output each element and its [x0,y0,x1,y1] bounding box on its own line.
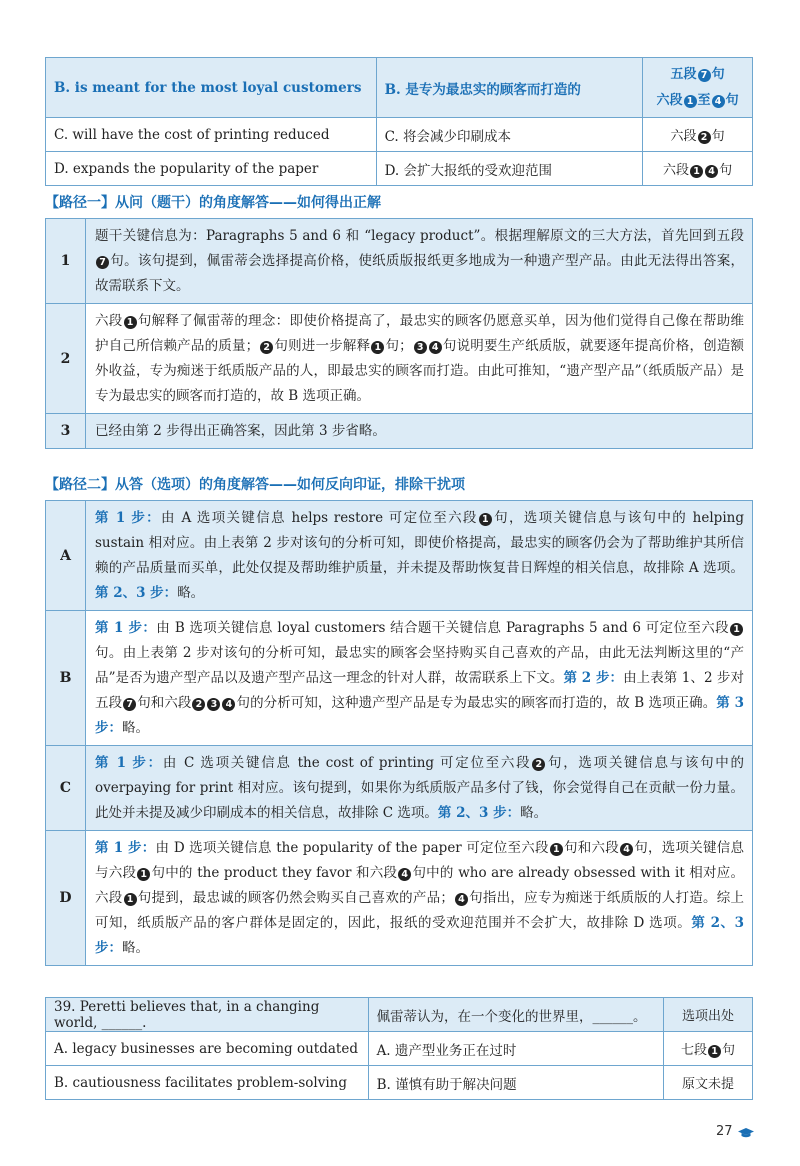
source-text: 句 [725,92,739,108]
option-analysis [86,611,752,745]
path1-steps-box [45,218,753,449]
sentence-number-icon: 4 [705,165,718,178]
text: 句的分析可知，这种遗产型产品是专为最忠实的顾客而打造的，故 B 选项正确。 [236,695,717,711]
sentence-number-icon: 1 [690,165,703,178]
option-d-en: D. expands the popularity of the paper [46,152,377,186]
source-text: 五段 [670,66,697,82]
option-label: D [46,831,86,965]
option-c-source [643,118,753,152]
sentence-number-icon: 1 [684,95,697,108]
option-b-zh: B. 谨慎有助于解决问题 [368,1066,664,1100]
option-c-zh: C. 将会减少印刷成本 [376,118,643,152]
text: 略。 [177,585,205,601]
option-a-zh: A. 遗产型业务正在过时 [368,1032,664,1066]
sentence-number-icon: 4 [712,95,725,108]
text: 由 C 选项关键信息 the cost of printing 可定位至六段 [162,755,532,771]
sentence-number-icon: 7 [123,698,136,711]
text: 句说明要生产纸质版，就要逐年提高价格，创造额外收益，专为痴迷于纸质版产品的人，即最忠实的顾客而打造。由此可推知，“遗产型产品”（纸质版产品）是专为最忠实的顾客而打造的，故 B 选项正确。 [95,338,745,404]
step-label: 3 [46,414,86,448]
option-b-zh: B. 是专为最忠实的顾客而打造的 [376,58,643,118]
option-a-source [664,1032,753,1066]
table-row [46,152,753,186]
source-text: 六段 [670,129,697,144]
option-label: B [46,611,86,745]
sentence-number-icon: 1 [730,623,743,636]
text: 句则进一步解释 [274,338,371,354]
text: 句，选项关键信息与该句中的 overpaying for print 相对应。该句提到，如果你为纸质版产品多付了钱，你会觉得自己在贡献一份力量。此处并未提及减少印刷成本的相关信息，故排除 C 选项。 [95,755,744,821]
sentence-number-icon: 2 [192,698,205,711]
sentence-number-icon: 1 [137,868,150,881]
path2-options-box [45,500,753,966]
sentence-number-icon: 4 [620,843,633,856]
source-text: 六段 [656,92,683,108]
text: 由 B 选项关键信息 loyal customers 结合题干关键信息 Paragraphs 5 and 6 可定位至六段 [156,620,729,636]
option-b-source: 原文未提 [664,1066,753,1100]
text: 句和六段 [137,695,192,711]
option-a-en: A. legacy businesses are becoming outdated [46,1032,369,1066]
sentence-number-icon: 1 [708,1045,721,1058]
step-tag: 第 3 步： [95,695,745,736]
text: 句提到，最忠诚的顾客仍然会购买自己喜欢的产品； [137,890,454,906]
text: 句和六段 [563,840,620,856]
source-text: 句 [719,163,733,178]
text: 略。 [122,720,149,736]
sentence-number-icon: 4 [429,341,442,354]
options-table-q38 [45,57,753,186]
path1-step-3 [46,413,752,448]
source-text: 句 [722,1043,736,1058]
sentence-number-icon: 1 [479,513,492,526]
text: 略。 [122,940,149,956]
step-tag: 第 2、3 步： [437,805,521,821]
source-text: 七段 [681,1043,708,1058]
sentence-number-icon: 7 [96,256,109,269]
option-b-source [643,58,753,118]
source-text: 六段 [663,163,690,178]
text: 句； [385,338,413,354]
step-tag: 第 2、3 步： [95,585,178,601]
path1-heading: 【路径一】从问（题干）的角度解答——如何得出正解 [45,195,381,211]
step-tag: 第 2 步： [563,670,624,686]
question-stem-zh: 佩雷蒂认为，在一个变化的世界里，______。 [368,998,664,1032]
option-b-en: B. is meant for the most loyal customers [46,58,377,118]
path2-option-b [46,610,752,745]
table-row [46,1032,753,1066]
sentence-number-icon: 1 [371,341,384,354]
text: 略。 [520,805,548,821]
text: 六段 [95,313,123,329]
text: 句解释了佩雷蒂的理念：即使价格提高了，最忠实的顾客仍愿意买单，因为他们觉得自己像在帮助维护自己所信赖产品的质量； [95,313,745,354]
text: 句。该句提到，佩雷蒂会选择提高价格，使纸质版报纸更多地成为一种遗产型产品。由此无法得出答案，故需联系下文。 [95,253,744,294]
sentence-number-icon: 1 [124,893,137,906]
step-tag: 第 1 步： [95,840,156,856]
option-analysis [86,501,752,610]
option-d-source [643,152,753,186]
text: 句中的 the product they favor 和六段 [151,865,398,881]
source-text: 至 [697,92,711,108]
option-c-en: C. will have the cost of printing reduced [46,118,377,152]
sentence-number-icon: 4 [222,698,235,711]
step-text [86,304,752,413]
text: 由 D 选项关键信息 the popularity of the paper 可定位至六段 [155,840,549,856]
text: 句，选项关键信息与该句中的 helping sustain 相对应。由上表第 2 步对该句的分析可知，即使价格提高，最忠实的顾客仍会为了帮助维护其所信赖的产品质量而买单，此处仅提及帮助维护质量，并未提及帮助恢复昔日辉煌的相关信息，故排除 A 选项。 [95,510,744,576]
path1-step-2 [46,303,752,413]
path2-option-a [46,501,752,610]
graduation-cap-icon [738,1128,754,1138]
source-text: 句 [711,66,725,82]
sentence-number-icon: 2 [698,131,711,144]
table-row [46,998,753,1032]
step-label: 2 [46,304,86,413]
text: 题干关键信息为：Paragraphs 5 and 6 和 “legacy product”。根据理解原文的三大方法，首先回到五段 [95,228,744,244]
table-row [46,118,753,152]
sentence-number-icon: 1 [124,316,137,329]
sentence-number-icon: 2 [532,758,545,771]
sentence-number-icon: 4 [398,868,411,881]
sentence-number-icon: 3 [207,698,220,711]
step-label: 1 [46,219,86,303]
path2-option-c [46,745,752,830]
question-stem-en: 39. Peretti believes that, in a changing world, ______. [46,998,369,1032]
table-row [46,1066,753,1100]
source-header: 选项出处 [664,998,753,1032]
sentence-number-icon: 4 [455,893,468,906]
step-tag: 第 2、3 步： [95,915,744,956]
text: 由上表第 1、2 步对五段 [95,670,745,711]
option-label: C [46,746,86,830]
step-text: 已经由第 2 步得出正确答案，因此第 3 步省略。 [86,414,752,448]
option-analysis [86,831,752,965]
text: 句。由上表第 2 步对该句的分析可知，最忠实的顾客会坚持购买自己喜欢的产品，由此无法判断这里的“产品”是否为遗产型产品以及遗产型产品这一理念的针对人群，故需联系上下文。 [95,645,744,686]
step-tag: 第 1 步： [95,510,161,526]
text: 句中的 who are already obsessed with it 相对应。六段 [95,865,744,906]
sentence-number-icon: 1 [550,843,563,856]
text: 句指出，应专为痴迷于纸质版的人打造。综上可知，纸质版产品的客户群体是固定的，因此，报纸的受欢迎范围并不会扩大，故排除 D 选项。 [95,890,745,931]
sentence-number-icon: 7 [698,69,711,82]
options-table-q39 [45,997,753,1100]
option-b-en: B. cautiousness facilitates problem-solving [46,1066,369,1100]
path1-step-1 [46,219,752,303]
sentence-number-icon: 3 [414,341,427,354]
sentence-number-icon: 2 [260,341,273,354]
text: 由 A 选项关键信息 helps restore 可定位至六段 [161,510,478,526]
path2-heading: 【路径二】从答（选项）的角度解答——如何反向印证，排除干扰项 [45,477,465,493]
text: 句，选项关键信息与六段 [95,840,744,881]
option-analysis [86,746,752,830]
step-text [86,219,752,303]
step-tag: 第 1 步： [95,755,163,771]
step-tag: 第 1 步： [95,620,157,636]
source-text: 句 [711,129,725,144]
table-row [46,58,753,118]
option-d-zh: D. 会扩大报纸的受欢迎范围 [376,152,643,186]
path2-option-d [46,830,752,965]
option-label: A [46,501,86,610]
page-number: 27 [716,1124,733,1139]
